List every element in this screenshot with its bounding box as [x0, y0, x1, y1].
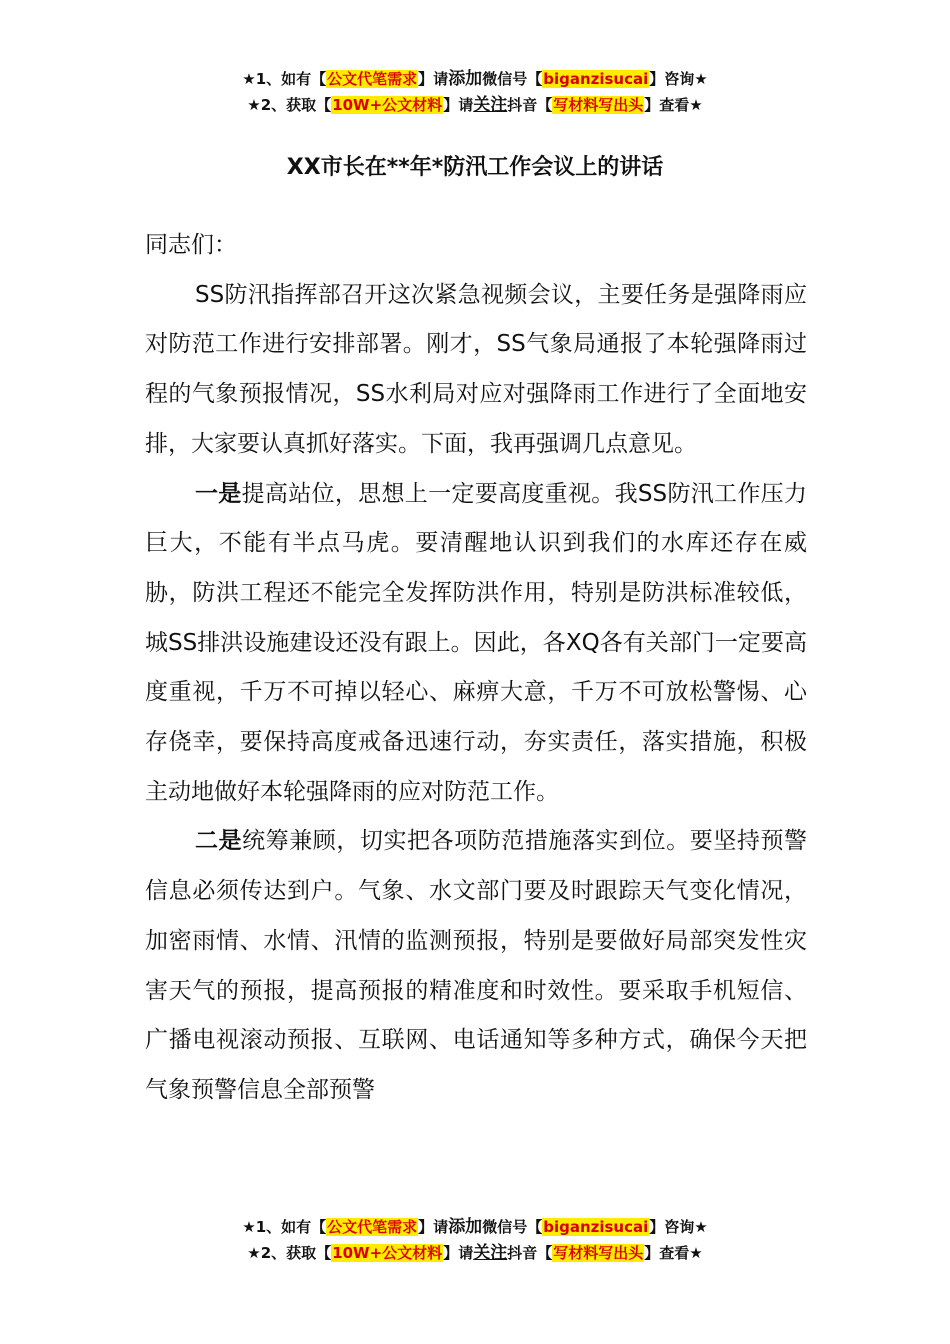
- banner-line-1: [0, 66, 950, 92]
- document-body: [145, 221, 807, 1116]
- highlight-wechat-id: biganzisucai: [543, 1218, 649, 1236]
- banner-text: ★2、获取【: [247, 1244, 332, 1262]
- banner-text: 】咨询★: [649, 1218, 708, 1236]
- banner-line-1: [0, 1214, 950, 1240]
- banner-text: ★1、如有【: [242, 70, 327, 88]
- highlight-service: 公文代笔需求: [327, 70, 418, 88]
- paragraph-point-2: [145, 817, 807, 1115]
- salutation: 同志们：: [145, 232, 237, 258]
- banner-text: 微信号【: [482, 1218, 543, 1236]
- paragraph-text: 统筹兼顾，切实把各项防范措施落实到位。要坚持预警信息必须传达到户。气象、水文部门要及时跟踪天气变化情况，加密雨情、水情、汛情的监测预报，特别是要做好局部突发性灾害天气的预报，提高预报的精准度和时效性。要采取手机短信、广播电视滚动预报、互联网、电话通知等多种方式，确保今天把气象预警信息全部预警: [145, 828, 808, 1103]
- highlight-douyin: 写材料写出头: [553, 96, 644, 114]
- banner-text: 抖音【: [507, 96, 553, 114]
- paragraph-lead: 一是: [195, 480, 242, 507]
- highlight-materials: 10W+公文材料: [332, 96, 443, 114]
- banner-text: 】请: [418, 70, 449, 88]
- banner-text: 抖音【: [507, 1244, 553, 1262]
- paragraph-text: SS防汛指挥部召开这次紧急视频会议，主要任务是强降雨应对防范工作进行安排部署。刚才，SS气象局通报了本轮强降雨过程的气象预报情况，SS水利局对应对强降雨工作进行了全面地安排，大家要认真抓好落实。下面，我再强调几点意见。: [145, 281, 807, 457]
- document-title: XX市长在**年*防汛工作会议上的讲话: [286, 155, 664, 180]
- banner-text: 】咨询★: [649, 70, 708, 88]
- banner-text: ★1、如有【: [242, 1218, 327, 1236]
- paragraph-point-1: [145, 470, 807, 818]
- footer-banner: [0, 1214, 950, 1266]
- highlight-douyin: 写材料写出头: [553, 1244, 644, 1262]
- highlight-service: 公文代笔需求: [327, 1218, 418, 1236]
- highlight-wechat-id: biganzisucai: [543, 70, 649, 88]
- banner-text: ★2、获取【: [247, 96, 332, 114]
- emphasis-text: 关注: [473, 95, 508, 115]
- banner-line-2: [0, 92, 950, 118]
- emphasis-text: 添加: [448, 69, 483, 89]
- banner-text: 微信号【: [482, 70, 543, 88]
- highlight-materials: 10W+公文材料: [332, 1244, 443, 1262]
- header-banner: [0, 66, 950, 118]
- banner-text: 】请: [443, 96, 474, 114]
- banner-text: 】请: [443, 1244, 474, 1262]
- paragraph-lead: 二是: [195, 828, 243, 855]
- banner-text: 】请: [418, 1218, 449, 1236]
- banner-line-2: [0, 1240, 950, 1266]
- banner-text: 】查看★: [644, 96, 703, 114]
- paragraph-intro: [145, 271, 807, 470]
- banner-text: 】查看★: [644, 1244, 703, 1262]
- emphasis-text: 添加: [448, 1217, 483, 1237]
- paragraph-text: 提高站位，思想上一定要高度重视。我SS防汛工作压力巨大，不能有半点马虎。要清醒地认识到我们的水库还存在威胁，防洪工程还不能完全发挥防洪作用，特别是防洪标准较低，城SS排洪设施建设还没有跟上。因此，各XQ各有关部门一定要高度重视，千万不可掉以轻心、麻痹大意，千万不可放松警惕、心存侥幸，要保持高度戒备迅速行动，夯实责任，落实措施，积极主动地做好本轮强降雨的应对防范工作。: [145, 480, 807, 805]
- emphasis-text: 关注: [473, 1243, 508, 1263]
